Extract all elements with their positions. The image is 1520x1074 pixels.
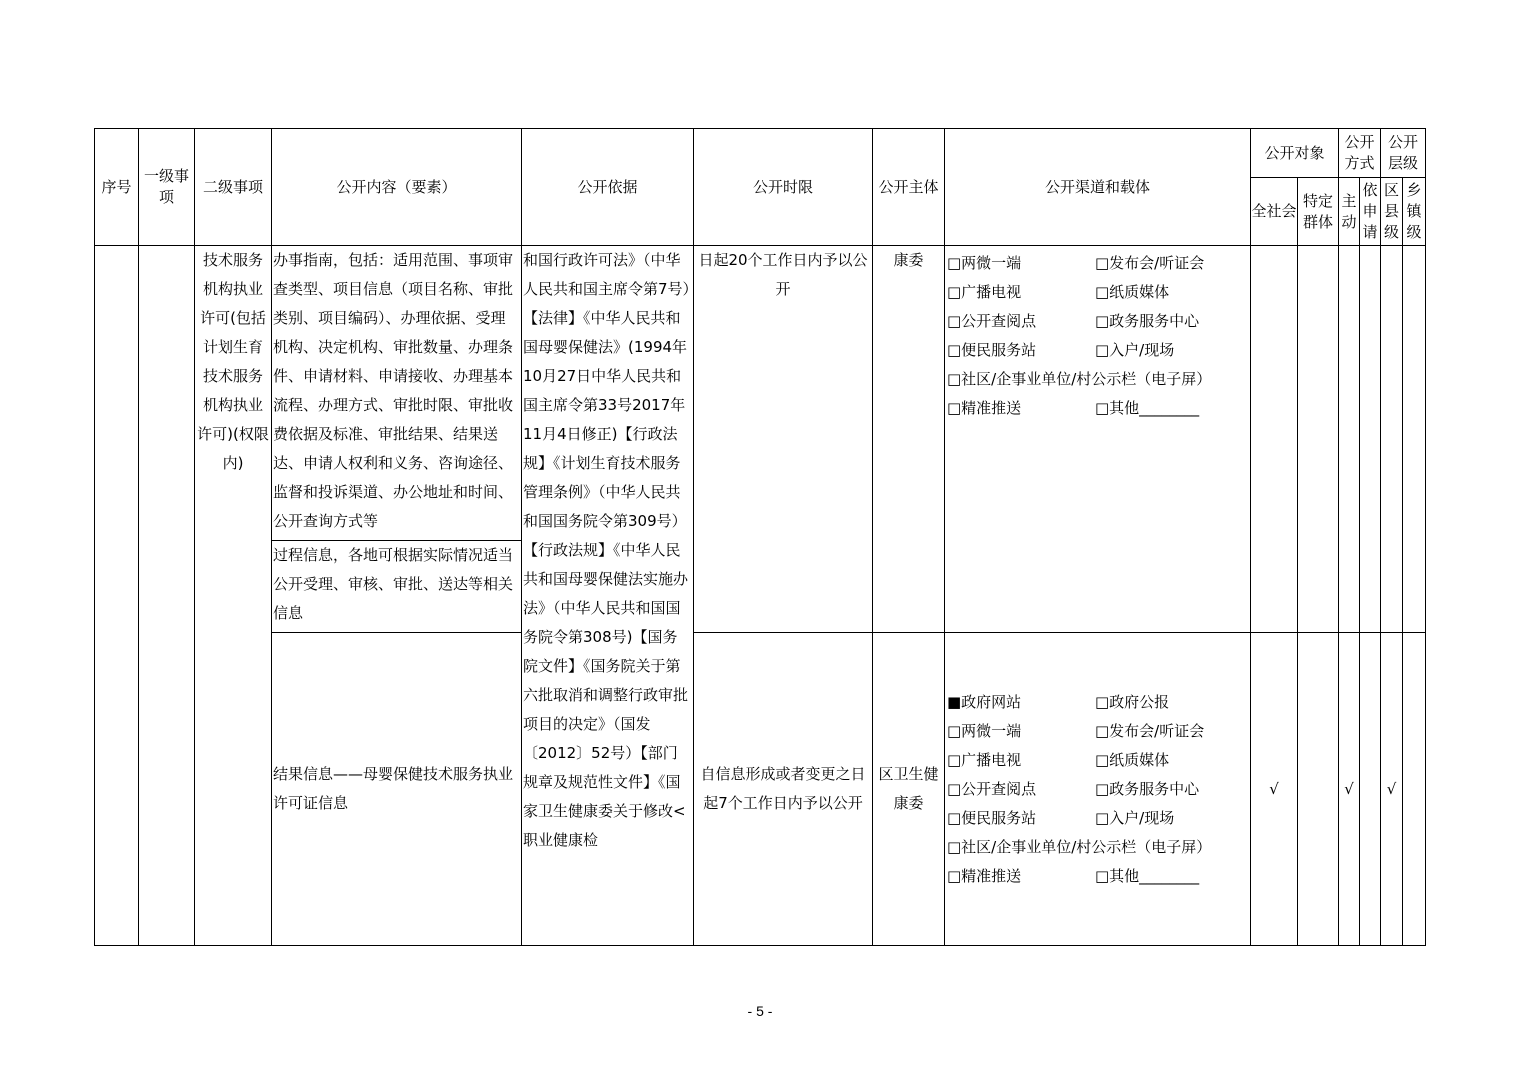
channel-option: □社区/企事业单位/村公示栏（电子屏） <box>947 837 1212 856</box>
channel-option: □公开查阅点 <box>947 312 1037 330</box>
channel-option: □发布会/听证会 <box>1095 254 1205 272</box>
cell-all-society-top <box>1251 246 1298 633</box>
header-all-society: 全社会 <box>1251 178 1298 246</box>
cell-content-process: 过程信息，各地可根据实际情况适当公开受理、审核、审批、送达等相关信息 <box>272 541 522 633</box>
header-on-request: 依申请 <box>1360 178 1381 246</box>
header-timelimit: 公开时限 <box>694 129 873 246</box>
cell-channels-top <box>945 246 1251 633</box>
header-method-group: 公开方式 <box>1339 129 1381 178</box>
cell-active-top <box>1339 246 1360 633</box>
cell-subject-top: 康委 <box>873 246 945 633</box>
disclosure-table <box>94 128 1426 946</box>
mark-specific-group <box>1298 633 1339 946</box>
header-content: 公开内容（要素） <box>272 129 522 246</box>
channel-option: □入户/现场 <box>1095 341 1175 359</box>
cell-district-top <box>1381 246 1403 633</box>
header-subject: 公开主体 <box>873 129 945 246</box>
cell-subject-bottom: 区卫生健康委 <box>873 633 945 946</box>
channel-option: □精准推送 <box>947 866 1022 885</box>
mark-township <box>1403 633 1426 946</box>
channel-option: □政务服务中心 <box>1095 779 1200 798</box>
header-active: 主动 <box>1339 178 1360 246</box>
header-channels: 公开渠道和载体 <box>945 129 1251 246</box>
channel-option: □公开查阅点 <box>947 779 1037 798</box>
channel-option: □政府公报 <box>1095 692 1170 711</box>
channel-option: □广播电视 <box>947 283 1022 301</box>
channel-option: □入户/现场 <box>1095 808 1175 827</box>
mark-on-request <box>1360 633 1381 946</box>
channel-option: □其他________ <box>1095 866 1200 885</box>
channel-option: □纸质媒体 <box>1095 750 1170 769</box>
header-seq: 序号 <box>95 129 139 246</box>
channel-option: □两微一端 <box>947 721 1022 740</box>
cell-content-result: 结果信息——母婴保健技术服务执业许可证信息 <box>272 633 522 946</box>
mark-district: √ <box>1381 633 1403 946</box>
cell-on-request-top <box>1360 246 1381 633</box>
channel-option: □便民服务站 <box>947 808 1037 827</box>
channel-option: □两微一端 <box>947 254 1022 272</box>
mark-active: √ <box>1339 633 1360 946</box>
cell-specific-group-top <box>1298 246 1339 633</box>
channel-option: □社区/企事业单位/村公示栏（电子屏） <box>947 370 1212 388</box>
header-object-group: 公开对象 <box>1251 129 1339 178</box>
header-district: 区县级 <box>1381 178 1403 246</box>
cell-basis: 和国行政许可法》（中华人民共和国主席令第7号）【法律】《中华人民共和国母婴保健法》(1994年10月27日中华人民共和国主席令第33号2017年11月4日修正)【行政法规】《计划生育技术服务管理条例》（中华人民共和国国务院令第309号）【行政法规】《中华人民共和国母婴保健法实施办法》（中华人民共和国国务院令第308号)【国务院文件】《国务院关于第六批取消和调整行政审批项目的决定》（国发〔2012〕52号）【部门规章及规范性文件】《国家卫生健康委关于修改<职业健康检 <box>522 246 694 946</box>
cell-seq <box>95 246 139 946</box>
header-level-group: 公开层级 <box>1381 129 1426 178</box>
channel-option: □广播电视 <box>947 750 1022 769</box>
cell-timelimit-bottom: 自信息形成或者变更之日起7个工作日内予以公开 <box>694 633 873 946</box>
page-number: - 5 - <box>747 1003 773 1019</box>
header-level1: 一级事项 <box>139 129 195 246</box>
header-township: 乡镇级 <box>1403 178 1426 246</box>
header-level2: 二级事项 <box>195 129 272 246</box>
channel-option: □发布会/听证会 <box>1095 721 1205 740</box>
cell-level1 <box>139 246 195 946</box>
channel-option: □其他________ <box>1095 399 1200 417</box>
channel-option: ■政府网站 <box>947 692 1022 711</box>
mark-all-society: √ <box>1251 633 1298 946</box>
channel-list-bottom <box>945 688 1250 891</box>
cell-timelimit-top: 日起20个工作日内予以公开 <box>694 246 873 633</box>
channel-list-top <box>945 249 1250 423</box>
channel-option: □便民服务站 <box>947 341 1037 359</box>
cell-level2: 技术服务机构执业许可(包括计划生育技术服务机构执业许可)(权限内) <box>195 246 272 946</box>
cell-channels-bottom <box>945 633 1251 946</box>
cell-content-guide: 办事指南，包括：适用范围、事项审查类型、项目信息（项目名称、审批类别、项目编码）、办理依据、受理机构、决定机构、审批数量、办理条件、申请材料、申请接收、办理基本流程、办理方式、审批时限、审批收费依据及标准、审批结果、结果送达、申请人权利和义务、咨询途径、监督和投诉渠道、办公地址和时间、公开查询方式等 <box>272 246 522 541</box>
channel-option: □政务服务中心 <box>1095 312 1200 330</box>
header-basis: 公开依据 <box>522 129 694 246</box>
header-specific-group: 特定群体 <box>1298 178 1339 246</box>
channel-option: □精准推送 <box>947 399 1022 417</box>
channel-option: □纸质媒体 <box>1095 283 1170 301</box>
cell-township-top <box>1403 246 1426 633</box>
